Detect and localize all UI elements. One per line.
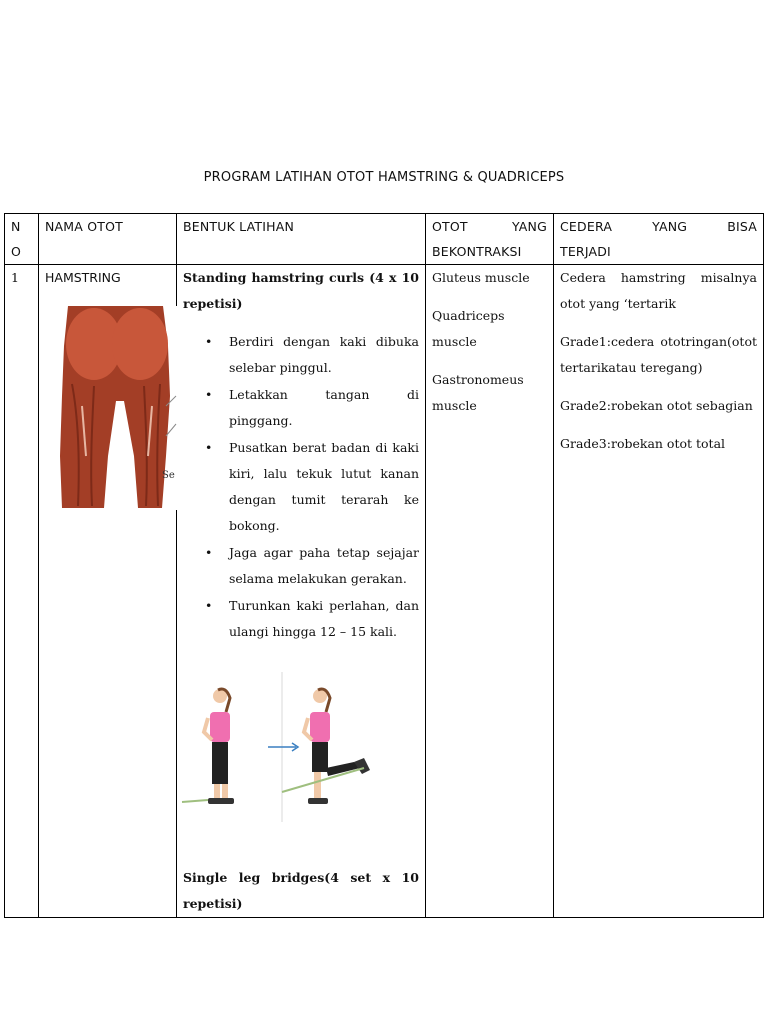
exercise2-title: Single leg bridges(4 set x 10 repetisi) <box>183 870 419 911</box>
step-item: • Pusatkan berat badan di kaki kiri, lalu tekuk lutut kanan dengan tumit terarah ke bokong. <box>229 435 419 539</box>
hamstring-anatomy-image <box>58 306 182 510</box>
header-no <box>5 214 39 265</box>
step-item: • Berdiri dengan kaki dibuka selebar pinggul. <box>229 329 419 381</box>
exercise1-steps <box>183 329 419 645</box>
header-nama-otot: NAMA OTOT <box>39 214 177 265</box>
header-no-line2: O <box>11 244 22 259</box>
exercise1-title: Standing hamstring curls (4 x 10 repetisi) <box>183 270 419 311</box>
injury-grade: Grade2:robekan otot sebagian <box>560 398 753 413</box>
figure-label: Se <box>162 470 175 481</box>
header-otot-line2: BEKONTRAKSI <box>432 244 522 259</box>
header-cedera-line2: TERJADI <box>560 244 611 259</box>
injury-grade: Grade1:cedera ototringan(otot tertarikatau teregang) <box>560 334 757 375</box>
contracting-muscles-cell <box>426 265 554 918</box>
table-header-row <box>5 214 764 265</box>
header-bentuk-latihan: BENTUK LATIHAN <box>177 214 426 265</box>
header-cedera <box>554 214 764 265</box>
muscle-name: HAMSTRING <box>45 270 121 285</box>
injury-intro: Cedera hamstring misalnya otot yang ‘tertarik <box>560 270 757 311</box>
injury-grade: Grade3:robekan otot total <box>560 436 726 451</box>
muscle-item: Gastronomeus muscle <box>432 372 524 413</box>
header-cedera-line1: CEDERA YANG BISA <box>560 219 757 234</box>
exercise-illustration-image <box>178 672 378 822</box>
step-item: • Turunkan kaki perlahan, dan ulangi hingga 12 – 15 kali. <box>229 593 419 645</box>
muscle-item: Quadriceps muscle <box>432 308 505 349</box>
page-title: PROGRAM LATIHAN OTOT HAMSTRING & QUADRICEPS <box>203 170 565 185</box>
step-item: • Letakkan tangan di pinggang. <box>229 382 419 434</box>
row-number: 1 <box>5 265 39 918</box>
step-item: • Jaga agar paha tetap sejajar selama melakukan gerakan. <box>229 540 419 592</box>
muscle-item: Gluteus muscle <box>432 270 530 285</box>
header-otot-bekontraksi <box>426 214 554 265</box>
header-no-line1: N <box>11 219 21 234</box>
injury-cell <box>554 265 764 918</box>
header-otot-line1: OTOT YANG <box>432 219 547 234</box>
